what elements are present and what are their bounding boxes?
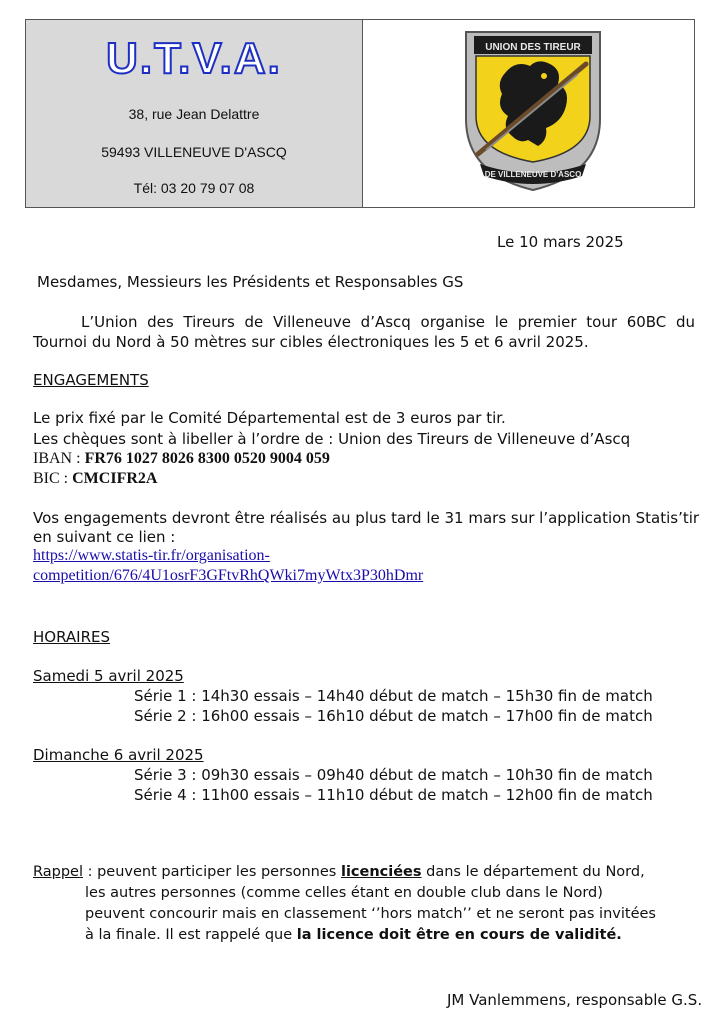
rappel-text-4: à la finale. Il est rappelé que — [85, 927, 297, 943]
horaires-heading: HORAIRES — [33, 628, 111, 646]
rappel-line-2: les autres personnes (comme celles étant en double club dans le Nord) — [85, 885, 603, 901]
registration-link-line-2[interactable]: competition/676/4U1osrF3GFtvRhQWki7myWtx3P30hDmr — [33, 567, 424, 584]
series-3: Série 3 : 09h30 essais – 09h40 début de match – 10h30 fin de match — [134, 766, 653, 784]
rappel-text-1: : peuvent participer les personnes — [83, 864, 341, 880]
series-4: Série 4 : 11h00 essais – 11h10 début de match – 12h00 fin de match — [134, 786, 653, 804]
letterhead — [25, 19, 695, 208]
bic-value: CMCIFR2A — [72, 470, 158, 487]
engagements-heading: ENGAGEMENTS — [33, 371, 149, 389]
address-phone: Tél: 03 20 79 07 08 — [133, 180, 255, 196]
saturday-heading: Samedi 5 avril 2025 — [33, 667, 184, 685]
iban-value: FR76 1027 8026 8300 0520 9004 059 — [84, 450, 330, 467]
address-street: 38, rue Jean Delattre — [128, 106, 260, 122]
bic-line — [33, 469, 157, 489]
rappel-line-4 — [85, 925, 622, 945]
bic-label: BIC : — [33, 470, 73, 487]
letterhead-address-panel — [26, 20, 363, 207]
series-2: Série 2 : 16h00 essais – 16h10 début de match – 17h00 fin de match — [134, 707, 653, 725]
org-name: U.T.V.A. — [106, 34, 282, 83]
emblem-bottom-text: DE VILLENEUVE D'ASCQ — [484, 170, 582, 179]
rappel-licence-validity: la licence doit être en cours de validité. — [296, 927, 622, 943]
iban-label: IBAN : — [33, 450, 85, 467]
emblem-top-text: UNION DES TIREUR — [485, 42, 581, 53]
club-emblem-icon — [458, 24, 608, 194]
deadline-line-2: en suivant ce lien : — [33, 528, 176, 546]
series-1: Série 1 : 14h30 essais – 14h40 début de match – 15h30 fin de match — [134, 687, 653, 705]
signature: JM Vanlemmens, responsable G.S. — [447, 991, 703, 1009]
salutation: Mesdames, Messieurs les Présidents et Responsables GS — [37, 273, 464, 291]
rappel-label: Rappel — [33, 864, 83, 880]
sunday-heading: Dimanche 6 avril 2025 — [33, 746, 204, 764]
registration-link[interactable] — [33, 546, 423, 586]
cheque-line: Les chèques sont à libeller à l’ordre de : Union des Tireurs de Villeneuve d’Ascq — [33, 430, 631, 448]
registration-link-line-1[interactable]: https://www.statis-tir.fr/organisation- — [33, 547, 270, 564]
deadline-line-1: Vos engagements devront être réalisés au plus tard le 31 mars sur l’application Statis’tir — [33, 509, 700, 527]
address-city: 59493 VILLENEUVE D'ASCQ — [101, 144, 287, 160]
rappel-text-2: dans le département du Nord, — [421, 864, 645, 880]
rappel-line-1 — [33, 862, 645, 882]
intro-paragraph: L’Union des Tireurs de Villeneuve d’Ascq organise le premier tour 60BC du Tournoi du Nord à 50 mètres sur cibles électroniques les 5 et 6 avril 2025. — [33, 313, 695, 351]
price-line: Le prix fixé par le Comité Départemental est de 3 euros par tir. — [33, 409, 506, 427]
rappel-line-3: peuvent concourir mais en classement ‘’hors match’’ et ne seront pas invitées — [85, 906, 656, 922]
letterhead-emblem-panel — [363, 20, 694, 207]
iban-line — [33, 449, 330, 469]
letter-date: Le 10 mars 2025 — [497, 233, 624, 251]
rappel-licenciees: licenciées — [340, 864, 422, 880]
